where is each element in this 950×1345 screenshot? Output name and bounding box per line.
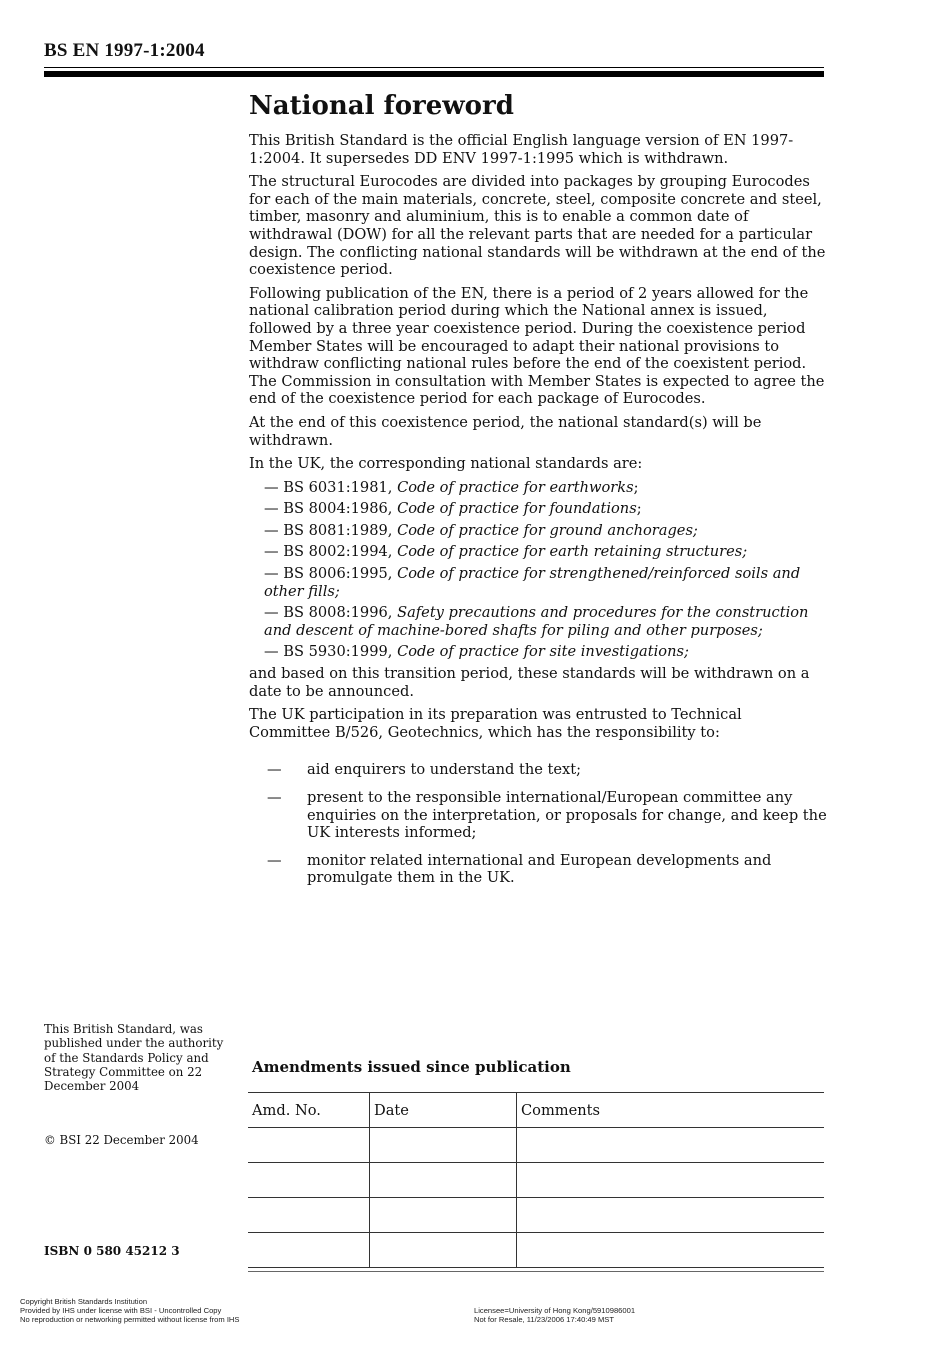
list-item-text: present to the responsible international/European committee any enquiries on the interpretation, or proposals for change, and keep the UK interests informed; [307, 789, 827, 842]
table-cell [370, 1198, 517, 1233]
standard-item [264, 479, 827, 497]
table-cell [370, 1233, 517, 1268]
standard-item [264, 565, 827, 600]
copyright-notice: © BSI 22 December 2004 [44, 1133, 199, 1147]
standard-code: — BS 5930:1999, [264, 643, 398, 661]
table-row [248, 1128, 824, 1163]
document-id: BS EN 1997-1:2004 [44, 40, 205, 61]
standard-code: — BS 8002:1994, [264, 543, 398, 561]
footer-line: Licensee=University of Hong Kong/5910986001 [474, 1306, 636, 1315]
standard-title: Safety precautions and procedures for the construction and descent of machine-bored shafts for piling and other purposes; [264, 604, 809, 639]
table-row [248, 1163, 824, 1198]
column-header: Date [370, 1093, 517, 1128]
amendments-title: Amendments issued since publication [252, 1058, 571, 1076]
table-cell [248, 1198, 370, 1233]
footer-line: Not for Resale, 11/23/2006 17:40:49 MST [474, 1315, 615, 1324]
standard-code: — BS 8081:1989, [264, 521, 398, 539]
table-cell [370, 1163, 517, 1198]
list-item [267, 761, 827, 779]
standard-title: Code of practice for strengthened/reinforced soils and other fills; [264, 565, 801, 600]
standards-list [249, 479, 827, 661]
paragraph: Following publication of the EN, there is a period of 2 years allowed for the national calibration period during which the National annex is issued, followed by a three year coexistence period. During the coexistence period Member States will be encouraged to adapt their national provisions to withdraw conflicting national rules before the end of the coexistent period. The Commission in consultation with Member States is expected to agree the end of the coexistence period for each package of Eurocodes. [249, 284, 825, 408]
list-item-text: aid enquirers to understand the text; [307, 761, 582, 779]
header-rule-thin [44, 67, 824, 68]
responsibilities-list [249, 761, 827, 887]
standard-title: Code of practice for foundations [397, 500, 637, 518]
standard-item [264, 500, 827, 518]
standard-item [264, 604, 827, 639]
paragraph: The structural Eurocodes are divided into packages by grouping Eurocodes for each of the main materials, concrete, steel, composite concrete and steel, timber, masonry and aluminium, this is to enable a common date of withdrawal (DOW) for all the relevant parts that are needed for a particular design. The conflicting national standards will be withdrawn at the end of the coexistence period. [249, 173, 826, 279]
table-header-row [248, 1093, 824, 1128]
standard-title: Code of practice for ground anchorages; [397, 521, 698, 539]
paragraph: The UK participation in its preparation was entrusted to Technical Committee B/526, Geotechnics, which has the responsibility to: [249, 706, 742, 741]
paragraph: and based on this transition period, these standards will be withdrawn on a date to be announced. [249, 665, 810, 700]
list-item-text: monitor related international and European developments and promulgate them in the UK. [307, 851, 772, 887]
footer-line: No reproduction or networking permitted without license from IHS [20, 1315, 240, 1324]
standard-item [264, 643, 827, 661]
list-item [267, 852, 827, 887]
table-cell [517, 1128, 825, 1163]
column-header: Amd. No. [248, 1093, 370, 1128]
standard-title: Code of practice for earth retaining structures; [397, 543, 748, 561]
standard-code: — BS 8008:1996, [264, 604, 398, 622]
standard-code: — BS 8004:1986, [264, 500, 398, 518]
table-cell [248, 1163, 370, 1198]
dash-marker: — [267, 789, 282, 806]
publication-note: This British Standard, was published under the authority of the Standards Policy and Strategy Committee on 22 December 2004 [44, 1022, 224, 1094]
table-row [248, 1233, 824, 1268]
standard-punct: ; [633, 478, 639, 496]
foreword-body [249, 90, 827, 897]
dash-marker: — [267, 761, 282, 779]
header-rule-thick [44, 71, 824, 77]
footer-license-left [20, 1297, 239, 1324]
table-cell [517, 1198, 825, 1233]
column-header: Comments [517, 1093, 825, 1128]
standard-code: — BS 8006:1995, [264, 565, 398, 583]
table-cell [248, 1128, 370, 1163]
table-cell [248, 1233, 370, 1268]
table-cell [370, 1128, 517, 1163]
paragraph: At the end of this coexistence period, the national standard(s) will be withdrawn. [249, 413, 762, 449]
footer-line: Provided by IHS under license with BSI - Uncontrolled Copy [20, 1306, 222, 1315]
standard-item [264, 543, 827, 561]
paragraph: In the UK, the corresponding national standards are: [249, 455, 643, 473]
table-cell [517, 1233, 825, 1268]
standard-code: — BS 6031:1981, [264, 478, 398, 496]
table-row [248, 1198, 824, 1233]
amendments-table [248, 1092, 824, 1268]
dash-marker: — [267, 851, 282, 869]
table-cell [517, 1163, 825, 1198]
footer-line: Copyright British Standards Institution [20, 1297, 148, 1306]
bottom-rule [248, 1271, 824, 1272]
footer-license-right [474, 1306, 635, 1324]
standard-title: Code of practice for earthworks [397, 478, 634, 496]
standard-title: Code of practice for site investigations; [397, 643, 689, 661]
standard-punct: ; [636, 500, 642, 518]
standard-item [264, 522, 827, 540]
isbn: ISBN 0 580 45212 3 [44, 1244, 180, 1258]
paragraph: This British Standard is the official English language version of EN 1997-1:2004. It supersedes DD ENV 1997-1:1995 which is withdrawn. [249, 132, 794, 167]
page-title: National foreword [249, 91, 514, 121]
list-item [267, 789, 827, 842]
